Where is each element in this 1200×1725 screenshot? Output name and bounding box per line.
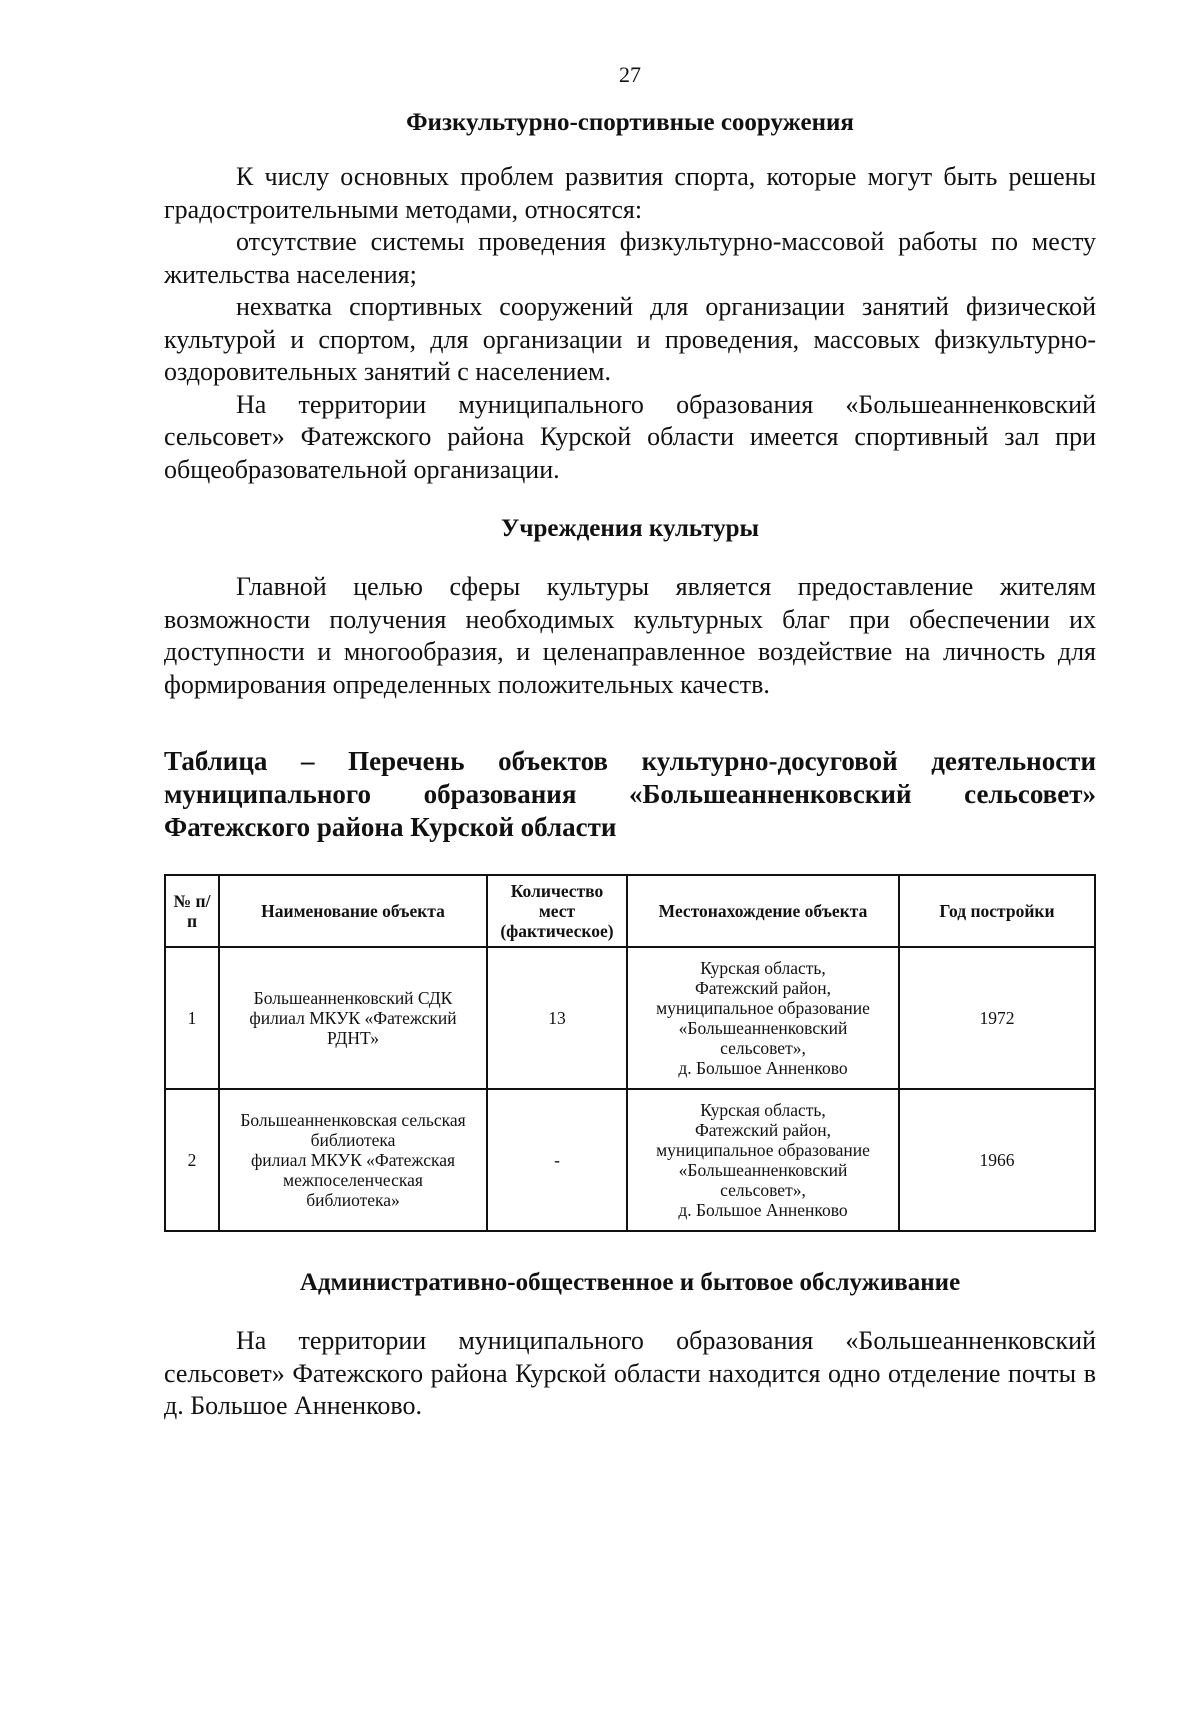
row-num: 2 <box>165 1089 219 1231</box>
row-location-line: Фатежский район, <box>694 1120 832 1140</box>
row-location <box>627 947 899 1089</box>
header-year: Год постройки <box>899 875 1095 947</box>
row-name <box>219 1089 487 1231</box>
row-seats: 13 <box>487 947 627 1089</box>
row-name-line: библиотека» <box>306 1190 400 1210</box>
row-year: 1966 <box>899 1089 1095 1231</box>
row-name-line: межпоселенческая <box>283 1170 423 1190</box>
paragraph: К числу основных проблем развития спорта, которые могут быть решены градостроительными методами, относятся: <box>164 162 1096 224</box>
row-name-line: филиал МКУК «Фатежская <box>250 1150 456 1170</box>
row-location-line: сельсовет», <box>720 1038 806 1058</box>
row-location <box>627 1089 899 1231</box>
header-name: Наименование объекта <box>219 875 487 947</box>
table-row <box>165 1089 1095 1231</box>
table-title: Таблица – Перечень объектов культурно-досуговой деятельности муниципального образования «Большеанненковский сельсовет» Фатежского района Курской области <box>164 746 1096 842</box>
row-year: 1972 <box>899 947 1095 1089</box>
row-location-line: сельсовет», <box>720 1180 806 1200</box>
row-location-line: Курская область, <box>700 958 826 978</box>
section-heading-culture: Учреждения культуры <box>501 515 759 542</box>
row-name <box>219 947 487 1089</box>
row-num: 1 <box>165 947 219 1089</box>
paragraph: На территории муниципального образования «Большеанненковский сельсовет» Фатежского района Курской области имеется спортивный зал при общеобразовательной организации. <box>164 389 1096 484</box>
paragraph: отсутствие системы проведения физкультурно-массовой работы по месту жительства населения; <box>164 227 1096 289</box>
row-name-line: филиал МКУК «Фатежский <box>249 1008 457 1028</box>
row-name-line: Большеанненковский СДК <box>253 988 453 1008</box>
table-header-row <box>165 875 1095 947</box>
header-seats: Количество мест (фактическое) <box>487 875 627 947</box>
row-location-line: Фатежский район, <box>694 978 832 998</box>
row-location-line: д. Большое Анненково <box>678 1058 848 1078</box>
paragraph: Главной целью сферы культуры является предоставление жителям возможности получения необходимых культурных благ при обеспечении их доступности и многообразия, и целенаправленное воздействие на личность для формирования определенных положительных качеств. <box>164 572 1096 699</box>
row-location-line: «Большеанненковский <box>678 1018 848 1038</box>
row-seats: - <box>487 1089 627 1231</box>
row-location-line: муниципальное образование <box>656 998 870 1018</box>
row-location-line: муниципальное образование <box>656 1140 870 1160</box>
row-name-line: библиотека <box>310 1130 396 1150</box>
row-location-line: «Большеанненковский <box>678 1160 848 1180</box>
header-num: № п/п <box>165 875 219 947</box>
table-row <box>165 947 1095 1089</box>
row-name-line: РДНТ» <box>327 1028 379 1048</box>
section-heading-sport: Физкультурно-спортивные сооружения <box>406 109 854 136</box>
paragraph: нехватка спортивных сооружений для организации занятий физической культурой и спортом, для организации и проведения, массовых физкультурно-оздоровительных занятий с населением. <box>164 292 1096 386</box>
culture-objects-table <box>164 874 1096 1232</box>
paragraph: На территории муниципального образования «Большеанненковский сельсовет» Фатежского района Курской области находится одно отделение почты в д. Большое Анненково. <box>164 1326 1096 1420</box>
page-number: 27 <box>619 62 641 87</box>
header-location: Местонахождение объекта <box>627 875 899 947</box>
row-location-line: Курская область, <box>700 1100 826 1120</box>
section-heading-services: Административно-общественное и бытовое обслуживание <box>299 1269 961 1296</box>
row-name-line: Большеанненковская сельская <box>240 1110 466 1130</box>
row-location-line: д. Большое Анненково <box>678 1200 848 1220</box>
document-page <box>164 62 1096 1423</box>
